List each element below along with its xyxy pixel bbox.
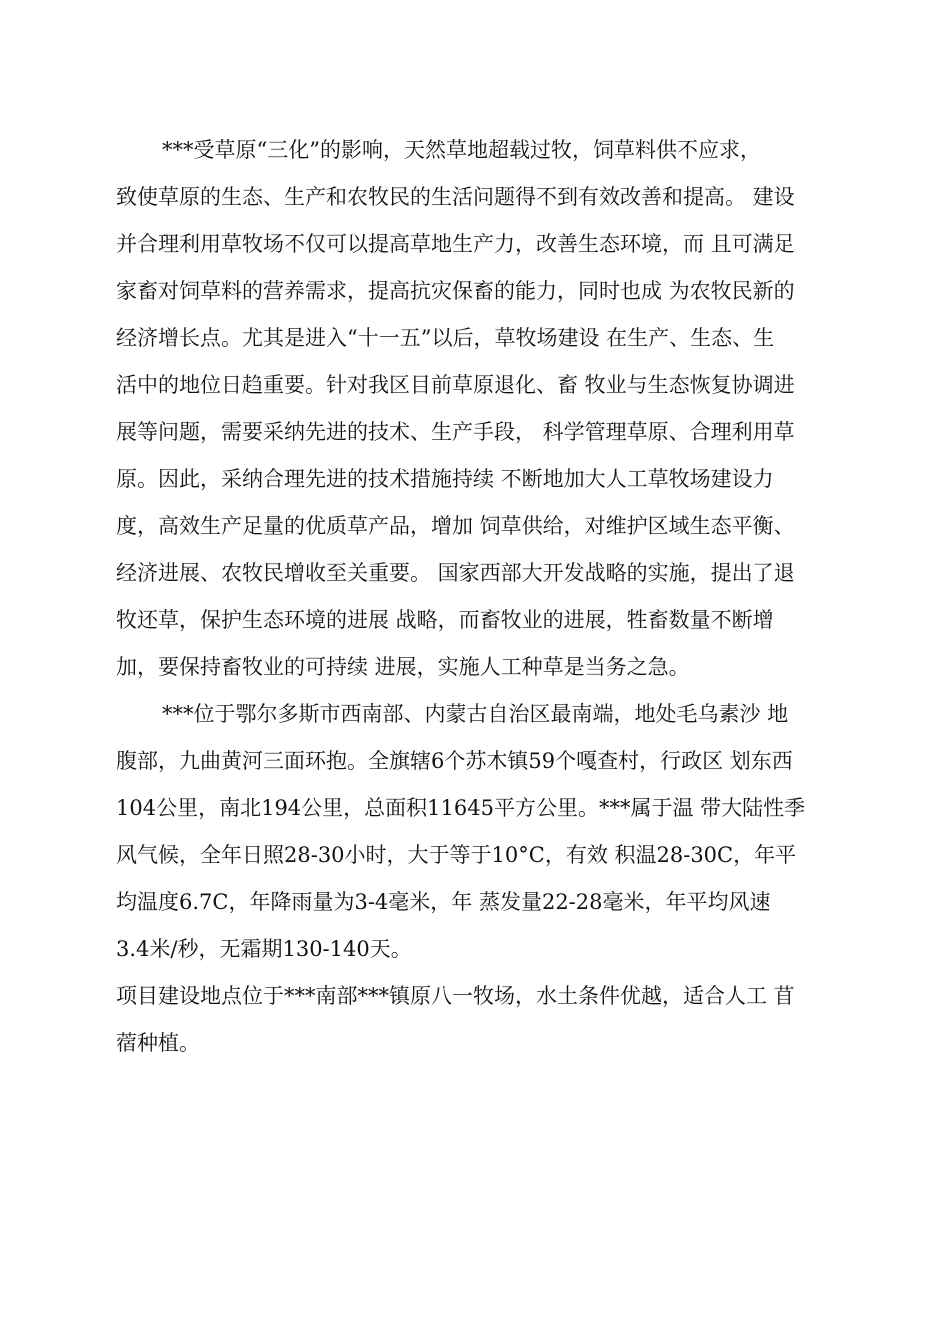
text-line: 经济增长点。尤其是进入“十一五”以后，草牧场建设 在生产、生态、生 bbox=[116, 326, 775, 350]
text-line: 104公里，南北194公里，总面积11645平方公里。***属于温 带大陆性季 bbox=[116, 796, 806, 820]
text-line: 蓿种植。 bbox=[116, 1031, 200, 1055]
text-line: ***位于鄂尔多斯市西南部、内蒙古自治区最南端，地处毛乌素沙 地 bbox=[162, 702, 789, 726]
text-line: 牧还草，保护生态环境的进展 战略，而畜牧业的进展，牲畜数量不断增 bbox=[116, 608, 774, 632]
text-line: 致使草原的生态、生产和农牧民的生活问题得不到有效改善和提高。 建设 bbox=[116, 185, 795, 209]
text-line: 均温度6.7C，年降雨量为3-4毫米，年 蒸发量22-28毫米，年平均风速 bbox=[116, 890, 771, 914]
text-line: 项目建设地点位于***南部***镇原八一牧场，水土条件优越，适合人工 苜 bbox=[116, 984, 795, 1008]
text-line: 度，高效生产足量的优质草产品，增加 饲草供给，对维护区域生态平衡、 bbox=[116, 514, 795, 538]
text-line: ***受草原“三化”的影响，天然草地超载过牧，饲草料供不应求， bbox=[162, 138, 761, 162]
text-line: 腹部，九曲黄河三面环抱。全旗辖6个苏木镇59个嘎查村，行政区 划东西 bbox=[116, 749, 793, 773]
text-line: 活中的地位日趋重要。针对我区目前草原退化、畜 牧业与生态恢复协调进 bbox=[116, 373, 795, 397]
text-line: 风气候，全年日照28-30小时，大于等于10°C，有效 积温28-30C，年平 bbox=[116, 843, 797, 867]
text-line: 家畜对饲草料的营养需求，提高抗灾保畜的能力，同时也成 为农牧民新的 bbox=[116, 279, 795, 303]
text-line: 并合理利用草牧场不仅可以提高草地生产力，改善生态环境，而 且可满足 bbox=[116, 232, 795, 256]
text-line: 经济进展、农牧民增收至关重要。 国家西部大开发战略的实施，提出了退 bbox=[116, 561, 795, 585]
text-line: 展等问题，需要采纳先进的技术、生产手段， 科学管理草原、合理利用草 bbox=[116, 420, 795, 444]
text-line: 加，要保持畜牧业的可持续 进展，实施人工种草是当务之急。 bbox=[116, 655, 690, 679]
text-line: 原。因此，采纳合理先进的技术措施持续 不断地加大人工草牧场建设力 bbox=[116, 467, 774, 491]
text-line: 3.4米/秒，无霜期130-140天。 bbox=[116, 937, 412, 961]
